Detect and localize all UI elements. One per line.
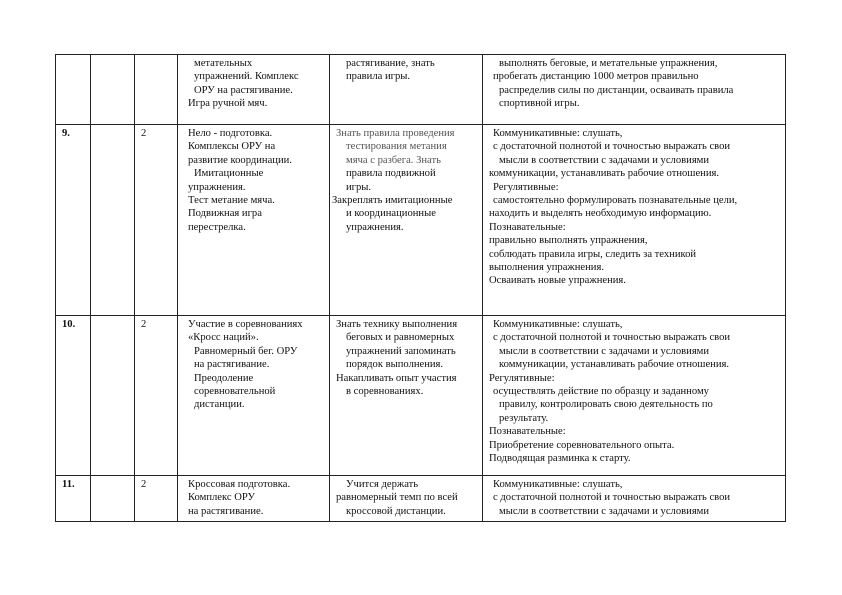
uud-cell <box>483 55 786 125</box>
subject-line: порядок выполнения. <box>346 359 444 371</box>
empty-cell <box>91 316 135 476</box>
content-line: развитие координации. <box>188 154 292 166</box>
uud-line: выполнять беговые, и метательные упражнения, <box>499 58 718 69</box>
content-line: Подвижная игра <box>188 208 262 220</box>
uud-line: находить и выделять необходимую информацию. <box>489 208 712 220</box>
uud-line: Осваивать новые упражнения. <box>489 275 626 287</box>
subject-results-cell <box>330 316 483 476</box>
uud-line: Регулятивные: <box>493 181 559 193</box>
uud-line: правилу, контролировать свою деятельность по <box>499 399 713 411</box>
row-hours <box>135 55 178 125</box>
subject-line: растягивание, знать <box>346 58 435 69</box>
content-line: соревновательной <box>194 386 276 398</box>
content-line: метательных <box>194 58 253 69</box>
content-line: Имитационные <box>194 168 264 180</box>
subject-results-cell <box>330 55 483 125</box>
uud-line: правильно выполнять упражнения, <box>489 235 648 247</box>
uud-line: соблюдать правила игры, следить за техникой <box>489 248 697 260</box>
row-number <box>56 55 91 125</box>
uud-cell <box>483 476 786 522</box>
content-line: ОРУ на растягивание. <box>194 84 293 96</box>
uud-line: Коммуникативные: слушать, <box>493 319 623 330</box>
uud-line: Познавательные: <box>489 426 566 438</box>
uud-line: мысли в соответствии с задачами и условиями <box>499 345 710 357</box>
subject-line: игры. <box>346 181 372 193</box>
subject-line: Знать технику выполнения <box>336 319 458 330</box>
uud-cell <box>483 125 786 316</box>
row-hours: 2 <box>135 316 178 476</box>
lesson-plan-table <box>55 54 786 522</box>
uud-line: распределив силы по дистанции, осваивать правила <box>499 84 734 96</box>
table-row <box>56 476 786 522</box>
lesson-content-cell <box>178 125 330 316</box>
empty-cell <box>91 476 135 522</box>
content-line: Нело - подготовка. <box>188 128 273 139</box>
subject-line: тестирования метания <box>346 141 447 153</box>
content-line: упражнения. <box>188 181 246 193</box>
uud-line: с достаточной полнотой и точностью выражать свои <box>493 492 731 504</box>
uud-line: выполнения упражнения. <box>489 262 604 274</box>
subject-line: Знать правила проведения <box>336 128 455 139</box>
row-hours: 2 <box>135 476 178 522</box>
uud-line: Подводящая разминка к старту. <box>489 453 631 465</box>
table-row <box>56 125 786 316</box>
subject-line: упражнения. <box>346 221 404 233</box>
content-line: на растягивание. <box>188 505 264 517</box>
content-line: Комплекс ОРУ <box>188 492 256 504</box>
uud-line: результату. <box>499 412 549 424</box>
subject-line: беговых и равномерных <box>346 332 455 344</box>
subject-results-cell <box>330 125 483 316</box>
content-line: Комплексы ОРУ на <box>188 141 276 153</box>
subject-line: Закреплять имитационные <box>332 195 453 207</box>
uud-line: Приобретение соревновательного опыта. <box>489 439 675 451</box>
row-number: 9. <box>56 125 91 316</box>
uud-line: Познавательные: <box>489 221 566 233</box>
subject-line: Учится держать <box>346 479 419 490</box>
uud-line: с достаточной полнотой и точностью выражать свои <box>493 141 731 153</box>
row-number: 10. <box>56 316 91 476</box>
subject-line: кроссовой дистанции. <box>346 505 446 517</box>
uud-line: мысли в соответствии с задачами и условиями <box>499 505 710 517</box>
uud-line: коммуникации, устанавливать рабочие отношения. <box>489 168 720 180</box>
uud-line: спортивной игры. <box>499 98 580 110</box>
uud-line: самостоятельно формулировать познавательные цели, <box>493 195 738 207</box>
lesson-content-cell <box>178 476 330 522</box>
table-row <box>56 316 786 476</box>
content-line: Игра ручной мяч. <box>188 98 268 110</box>
row-hours: 2 <box>135 125 178 316</box>
subject-line: и координационные <box>346 208 436 220</box>
uud-line: осуществлять действие по образцу и заданному <box>493 386 709 398</box>
subject-line: Накапливать опыт участия <box>336 372 457 384</box>
content-line: Равномерный бег. ОРУ <box>194 345 298 357</box>
subject-line: равномерный темп по всей <box>336 492 458 504</box>
subject-line: упражнений запоминать <box>346 345 456 357</box>
lesson-content-cell <box>178 316 330 476</box>
uud-line: мысли в соответствии с задачами и условиями <box>499 154 710 166</box>
content-line: Кроссовая подготовка. <box>188 479 291 490</box>
subject-line: правила игры. <box>346 71 411 83</box>
content-line: упражнений. Комплекс <box>194 71 299 83</box>
empty-cell <box>91 55 135 125</box>
content-line: «Кросс наций». <box>188 332 259 344</box>
row-number: 11. <box>56 476 91 522</box>
empty-cell <box>91 125 135 316</box>
content-line: на растягивание. <box>194 359 270 371</box>
uud-line: Регулятивные: <box>489 372 555 384</box>
uud-line: с достаточной полнотой и точностью выражать свои <box>493 332 731 344</box>
content-line: Участие в соревнованиях <box>188 319 303 330</box>
uud-line: коммуникации, устанавливать рабочие отношения. <box>499 359 730 371</box>
subject-results-cell <box>330 476 483 522</box>
uud-line: пробегать дистанцию 1000 метров правильно <box>493 71 699 83</box>
subject-line: правила подвижной <box>346 168 436 180</box>
table-row <box>56 55 786 125</box>
subject-line: мяча с разбега. Знать <box>346 154 441 166</box>
uud-cell <box>483 316 786 476</box>
uud-line: Коммуникативные: слушать, <box>493 479 623 490</box>
content-line: дистанции. <box>194 399 245 411</box>
content-line: Тест метание мяча. <box>188 195 275 207</box>
subject-line: в соревнованиях. <box>346 386 424 398</box>
content-line: перестрелка. <box>188 221 246 233</box>
uud-line: Коммуникативные: слушать, <box>493 128 623 139</box>
lesson-content-cell <box>178 55 330 125</box>
content-line: Преодоление <box>194 372 254 384</box>
